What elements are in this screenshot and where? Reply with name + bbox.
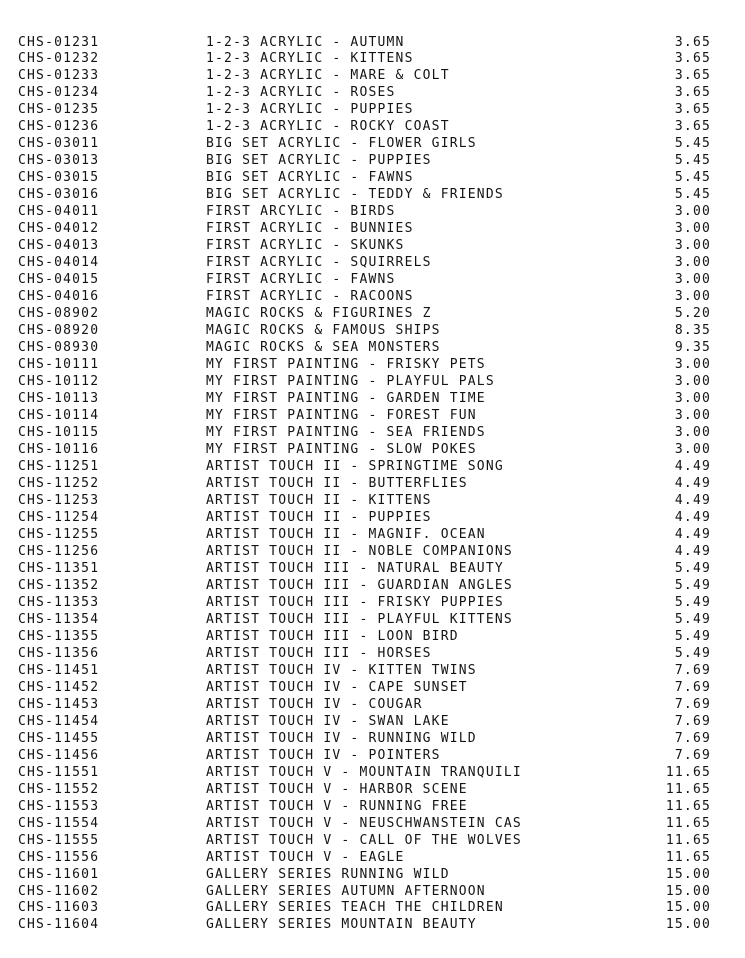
item-code: CHS-11452 (18, 679, 100, 695)
item-code: CHS-11352 (18, 577, 100, 593)
table-row (0, 832, 745, 849)
item-price: 5.49 (674, 611, 711, 627)
table-row (0, 713, 745, 730)
item-code: CHS-11455 (18, 730, 100, 746)
item-code: CHS-04011 (18, 204, 100, 220)
item-description: ARTIST TOUCH V - RUNNING FREE (206, 798, 468, 814)
table-row (0, 781, 745, 798)
item-price: 4.49 (674, 492, 711, 508)
item-code: CHS-11354 (18, 611, 100, 627)
item-code: CHS-01234 (18, 85, 100, 101)
item-description: ARTIST TOUCH III - LOON BIRD (206, 628, 459, 644)
item-price: 5.49 (674, 560, 711, 576)
item-description: BIG SET ACRYLIC - FLOWER GIRLS (206, 136, 477, 152)
item-price: 5.45 (674, 153, 711, 169)
item-code: CHS-10114 (18, 408, 100, 424)
item-price: 4.49 (674, 509, 711, 525)
item-price: 7.69 (674, 713, 711, 729)
table-row (0, 34, 745, 51)
item-description: ARTIST TOUCH III - HORSES (206, 645, 432, 661)
item-price: 7.69 (674, 747, 711, 763)
item-price: 5.49 (674, 628, 711, 644)
table-row (0, 356, 745, 373)
item-description: ARTIST TOUCH IV - RUNNING WILD (206, 730, 477, 746)
item-description: BIG SET ACRYLIC - PUPPIES (206, 153, 432, 169)
item-description: ARTIST TOUCH IV - KITTEN TWINS (206, 662, 477, 678)
item-code: CHS-11556 (18, 849, 100, 865)
item-price: 3.65 (674, 51, 711, 67)
item-description: ARTIST TOUCH IV - COUGAR (206, 696, 423, 712)
item-code: CHS-11554 (18, 815, 100, 831)
table-row (0, 696, 745, 713)
table-row (0, 815, 745, 832)
item-code: CHS-11356 (18, 645, 100, 661)
item-price: 7.69 (674, 679, 711, 695)
item-price: 5.49 (674, 645, 711, 661)
item-code: CHS-11603 (18, 900, 100, 916)
item-description: ARTIST TOUCH II - BUTTERFLIES (206, 475, 468, 491)
item-description: MAGIC ROCKS & FAMOUS SHIPS (206, 323, 441, 339)
table-row (0, 883, 745, 900)
item-code: CHS-01236 (18, 119, 100, 135)
table-row (0, 373, 745, 390)
item-price: 7.69 (674, 662, 711, 678)
table-row (0, 543, 745, 560)
table-row (0, 577, 745, 594)
item-price: 3.00 (674, 357, 711, 373)
table-row (0, 560, 745, 577)
item-price: 7.69 (674, 696, 711, 712)
item-price: 3.00 (674, 289, 711, 305)
table-row (0, 899, 745, 916)
table-row (0, 254, 745, 271)
item-price: 15.00 (665, 866, 711, 882)
item-description: FIRST ACRYLIC - BUNNIES (206, 221, 414, 237)
item-price: 3.00 (674, 255, 711, 271)
item-code: CHS-11553 (18, 798, 100, 814)
table-row (0, 509, 745, 526)
item-description: MY FIRST PAINTING - FRISKY PETS (206, 357, 486, 373)
table-row (0, 764, 745, 781)
item-code: CHS-04012 (18, 221, 100, 237)
item-description: ARTIST TOUCH V - MOUNTAIN TRANQUILI (206, 764, 522, 780)
item-description: ARTIST TOUCH V - NEUSCHWANSTEIN CAS (206, 815, 522, 831)
table-row (0, 135, 745, 152)
item-price: 3.00 (674, 391, 711, 407)
item-description: FIRST ACRYLIC - SKUNKS (206, 238, 405, 254)
table-row (0, 866, 745, 883)
item-description: ARTIST TOUCH V - CALL OF THE WOLVES (206, 832, 522, 848)
table-row (0, 594, 745, 611)
item-code: CHS-08930 (18, 340, 100, 356)
item-code: CHS-01235 (18, 102, 100, 118)
item-description: 1-2-3 ACRYLIC - PUPPIES (206, 102, 414, 118)
item-code: CHS-11552 (18, 781, 100, 797)
item-description: ARTIST TOUCH II - MAGNIF. OCEAN (206, 526, 486, 542)
item-description: ARTIST TOUCH II - KITTENS (206, 492, 432, 508)
table-row (0, 407, 745, 424)
item-price: 15.00 (665, 900, 711, 916)
item-description: BIG SET ACRYLIC - TEDDY & FRIENDS (206, 187, 504, 203)
item-description: MAGIC ROCKS & SEA MONSTERS (206, 340, 441, 356)
item-code: CHS-11254 (18, 509, 100, 525)
item-price: 11.65 (665, 781, 711, 797)
table-row (0, 747, 745, 764)
table-row (0, 67, 745, 84)
item-price: 9.35 (674, 340, 711, 356)
item-description: MY FIRST PAINTING - PLAYFUL PALS (206, 374, 495, 390)
item-code: CHS-11454 (18, 713, 100, 729)
table-row (0, 458, 745, 475)
item-price: 15.00 (665, 883, 711, 899)
table-row (0, 424, 745, 441)
table-row (0, 730, 745, 747)
table-row (0, 169, 745, 186)
item-code: CHS-10113 (18, 391, 100, 407)
table-row (0, 662, 745, 679)
item-price: 5.45 (674, 187, 711, 203)
item-code: CHS-11253 (18, 492, 100, 508)
item-code: CHS-01233 (18, 68, 100, 84)
item-price: 5.45 (674, 170, 711, 186)
item-description: ARTIST TOUCH V - HARBOR SCENE (206, 781, 468, 797)
table-row (0, 390, 745, 407)
item-price: 3.00 (674, 408, 711, 424)
item-price: 15.00 (665, 917, 711, 933)
item-description: BIG SET ACRYLIC - FAWNS (206, 170, 414, 186)
table-row (0, 50, 745, 67)
table-row (0, 271, 745, 288)
table-row (0, 237, 745, 254)
item-price: 4.49 (674, 475, 711, 491)
item-price: 11.65 (665, 764, 711, 780)
item-description: 1-2-3 ACRYLIC - ROCKY COAST (206, 119, 450, 135)
item-price: 5.49 (674, 594, 711, 610)
item-description: MY FIRST PAINTING - FOREST FUN (206, 408, 477, 424)
item-price: 4.49 (674, 526, 711, 542)
table-row (0, 152, 745, 169)
item-price: 3.65 (674, 85, 711, 101)
table-row (0, 118, 745, 135)
table-row (0, 101, 745, 118)
item-description: ARTIST TOUCH IV - POINTERS (206, 747, 441, 763)
item-description: 1-2-3 ACRYLIC - KITTENS (206, 51, 414, 67)
item-code: CHS-03015 (18, 170, 100, 186)
item-code: CHS-03016 (18, 187, 100, 203)
item-description: MY FIRST PAINTING - SEA FRIENDS (206, 425, 486, 441)
item-code: CHS-11456 (18, 747, 100, 763)
item-code: CHS-10115 (18, 425, 100, 441)
item-code: CHS-04014 (18, 255, 100, 271)
item-code: CHS-11453 (18, 696, 100, 712)
item-description: MY FIRST PAINTING - GARDEN TIME (206, 391, 486, 407)
item-price: 11.65 (665, 815, 711, 831)
item-description: FIRST ACRYLIC - FAWNS (206, 272, 396, 288)
table-row (0, 628, 745, 645)
table-row (0, 441, 745, 458)
item-price: 3.65 (674, 102, 711, 118)
item-price: 3.00 (674, 204, 711, 220)
item-description: ARTIST TOUCH II - SPRINGTIME SONG (206, 459, 504, 474)
item-code: CHS-03013 (18, 153, 100, 169)
item-price: 5.20 (674, 306, 711, 322)
item-code: CHS-11256 (18, 543, 100, 559)
item-code: CHS-01232 (18, 51, 100, 67)
table-row (0, 849, 745, 866)
item-code: CHS-11451 (18, 662, 100, 678)
item-code: CHS-11251 (18, 459, 100, 474)
item-description: ARTIST TOUCH IV - CAPE SUNSET (206, 679, 468, 695)
item-description: GALLERY SERIES RUNNING WILD (206, 866, 450, 882)
item-description: GALLERY SERIES AUTUMN AFTERNOON (206, 883, 486, 899)
item-price: 3.00 (674, 374, 711, 390)
item-code: CHS-11602 (18, 883, 100, 899)
table-row (0, 679, 745, 696)
table-row (0, 203, 745, 220)
table-row (0, 916, 745, 933)
item-code: CHS-11351 (18, 560, 100, 576)
item-code: CHS-08902 (18, 306, 100, 322)
item-description: ARTIST TOUCH IV - SWAN LAKE (206, 713, 450, 729)
item-code: CHS-11252 (18, 475, 100, 491)
table-row (0, 798, 745, 815)
table-row (0, 492, 745, 509)
table-row (0, 322, 745, 339)
table-row (0, 611, 745, 628)
item-price: 4.49 (674, 543, 711, 559)
item-description: ARTIST TOUCH V - EAGLE (206, 849, 405, 865)
item-price: 8.35 (674, 323, 711, 339)
table-row (0, 288, 745, 305)
item-description: ARTIST TOUCH II - PUPPIES (206, 509, 432, 525)
table-row (0, 645, 745, 662)
item-description: ARTIST TOUCH II - NOBLE COMPANIONS (206, 543, 513, 559)
item-price: 3.00 (674, 272, 711, 288)
item-price: 11.65 (665, 849, 711, 865)
item-code: CHS-04016 (18, 289, 100, 305)
item-price: 3.00 (674, 238, 711, 254)
item-price: 3.65 (674, 119, 711, 135)
item-description: FIRST ARCYLIC - BIRDS (206, 204, 396, 220)
item-price: 11.65 (665, 798, 711, 814)
item-description: ARTIST TOUCH III - FRISKY PUPPIES (206, 594, 504, 610)
item-code: CHS-01231 (18, 34, 100, 50)
item-price: 3.00 (674, 442, 711, 458)
table-row (0, 186, 745, 203)
item-price: 5.49 (674, 577, 711, 593)
item-description: 1-2-3 ACRYLIC - AUTUMN (206, 34, 405, 50)
item-price: 3.00 (674, 221, 711, 237)
item-description: GALLERY SERIES MOUNTAIN BEAUTY (206, 917, 477, 933)
item-description: MY FIRST PAINTING - SLOW POKES (206, 442, 477, 458)
item-description: GALLERY SERIES TEACH THE CHILDREN (206, 900, 504, 916)
item-code: CHS-10112 (18, 374, 100, 390)
item-code: CHS-10116 (18, 442, 100, 458)
item-price: 7.69 (674, 730, 711, 746)
item-price: 4.49 (674, 459, 711, 474)
item-price: 3.00 (674, 425, 711, 441)
table-row (0, 305, 745, 322)
item-code: CHS-11604 (18, 917, 100, 933)
item-price: 3.65 (674, 68, 711, 84)
item-description: ARTIST TOUCH III - NATURAL BEAUTY (206, 560, 504, 576)
item-code: CHS-11551 (18, 764, 100, 780)
table-row (0, 220, 745, 237)
item-code: CHS-08920 (18, 323, 100, 339)
item-description: FIRST ACRYLIC - RACOONS (206, 289, 414, 305)
item-description: MAGIC ROCKS & FIGURINES Z (206, 306, 432, 322)
item-code: CHS-04015 (18, 272, 100, 288)
item-description: 1-2-3 ACRYLIC - ROSES (206, 85, 396, 101)
item-code: CHS-11601 (18, 866, 100, 882)
table-row (0, 339, 745, 356)
item-code: CHS-11355 (18, 628, 100, 644)
table-row (0, 526, 745, 543)
item-description: ARTIST TOUCH III - PLAYFUL KITTENS (206, 611, 513, 627)
item-price: 3.65 (674, 34, 711, 50)
item-description: 1-2-3 ACRYLIC - MARE & COLT (206, 68, 450, 84)
item-price: 5.45 (674, 136, 711, 152)
item-price: 11.65 (665, 832, 711, 848)
item-code: CHS-11255 (18, 526, 100, 542)
table-row (0, 84, 745, 101)
item-code: CHS-11555 (18, 832, 100, 848)
item-code: CHS-04013 (18, 238, 100, 254)
item-description: ARTIST TOUCH III - GUARDIAN ANGLES (206, 577, 513, 593)
item-code: CHS-11353 (18, 594, 100, 610)
item-code: CHS-10111 (18, 357, 100, 373)
item-code: CHS-03011 (18, 136, 100, 152)
table-row (0, 475, 745, 492)
item-description: FIRST ACRYLIC - SQUIRRELS (206, 255, 432, 271)
